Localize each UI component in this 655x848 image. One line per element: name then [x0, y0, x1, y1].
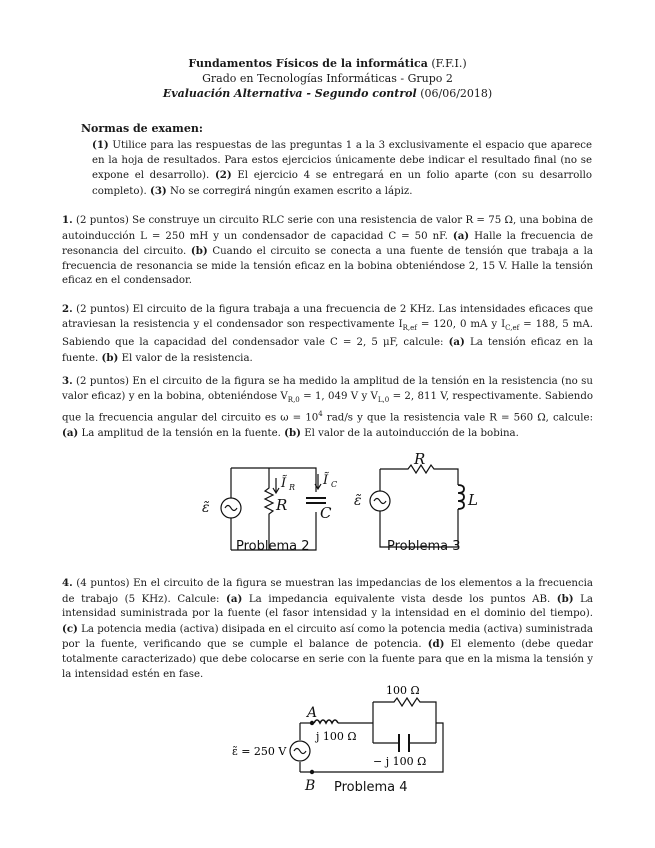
q2-statement-2: = 120, 0 mA y I: [416, 318, 506, 330]
q1-statement: Se construye un circuito RLC serie con una resistencia de valor R = 75 Ω, una bobina de autoinducción L = 250 mH y un condensador de capacidad C = 50 nF.: [62, 215, 593, 242]
q1-part-b-text: Cuando el circuito se conecta a una fuente de tensión que trabaja a la frecuencia de resonancia se mide la tensión eficaz en la bobina obteniéndose 2, 15 V. Halle la tensión eficaz en el condensador.: [62, 246, 593, 287]
p4-l-label: j 100 Ω: [316, 730, 357, 743]
course-name: Fundamentos Físicos de la informática: [188, 57, 428, 70]
exam-date: (06/06/2018): [420, 87, 493, 100]
p3-r-label: R: [414, 450, 426, 468]
q2-points: (2 puntos): [76, 304, 130, 315]
p3-source-label: ε̃: [354, 493, 362, 509]
q2-part-b-text: El valor de la resistencia.: [121, 352, 253, 364]
rule-1-text: Utilice para las respuestas de las preguntas 1 a la 3 exclusivamente el espacio que aparece en la hoja de resultados. Para estos ejercicios únicamente debe indicar el resultado final (no se expone el desarrollo).: [92, 140, 592, 182]
p3-l-label: L: [468, 491, 478, 509]
q4-part-a-text: La impedancia equivalente vista desde los puntos AB.: [248, 593, 551, 605]
q4-statement: En el circuito de la figura se muestran las impedancias de los elementos a la frecuencia de trabajo (5 KHz). Calcule:: [62, 578, 593, 605]
degree-line: Grado en Tecnologías Informáticas - Grupo 2: [202, 72, 453, 85]
q2-part-a-text: La tensión eficaz en la fuente.: [62, 337, 593, 364]
q1-part-b: (b): [190, 245, 208, 258]
p4-r-label: 100 Ω: [386, 684, 420, 697]
p4-point-b: B: [305, 778, 316, 794]
caption-problema-4: [334, 779, 424, 795]
rules-body: [92, 138, 592, 199]
exam-line: [0, 86, 655, 101]
question-4: [62, 576, 593, 682]
p2-c-label: C: [320, 504, 332, 522]
question-3: [62, 374, 593, 442]
q3-statement-1: En el circuito de la figura se ha medido la amplitud de la tensión en la resistencia (no su valor eficaz) y en la bobina, obteniéndose V: [62, 376, 593, 402]
q3-number: 3.: [62, 375, 73, 387]
rule-2-number: (2): [214, 169, 232, 182]
q3-statement-2: = 1, 049 V y V: [299, 390, 378, 402]
q3-part-b-text: El valor de la autoinducción de la bobina.: [304, 428, 519, 440]
p2-caption: Problema 2: [236, 539, 310, 554]
q2-part-b: (b): [101, 351, 119, 364]
q3-points: (2 puntos): [76, 376, 129, 387]
q3-part-a-text: La amplitud de la tensión en la fuente.: [81, 428, 281, 440]
p4-point-a: A: [307, 705, 318, 721]
caption-problema-2: [236, 538, 316, 554]
exam-name: Evaluación Alternativa - Segundo control: [162, 87, 417, 100]
q2-sub-r: R,ef: [402, 323, 417, 332]
rule-3-number: (3): [150, 184, 167, 197]
rule-2-text: El ejercicio 4 se entregará en un folio aparte (con su desarrollo completo).: [92, 170, 593, 197]
q4-part-c: (c): [62, 622, 78, 635]
course-title: [0, 56, 655, 71]
p3-caption: Problema 3: [387, 539, 461, 554]
q2-statement-1: El circuito de la figura trabaja a una frecuencia de 2 KHz. Las intensidades eficaces que atraviesan la resistencia y el condensador son respectivamente I: [62, 304, 593, 330]
q3-sub-r: R,0: [287, 395, 300, 404]
q4-part-b: (b): [556, 592, 574, 605]
q3-statement-3: = 2, 811 V, respectivamente. Sabiendo que la frecuencia angular del circuito es ω = 10: [62, 390, 593, 424]
q3-part-b: (b): [284, 427, 301, 440]
q3-part-a: (a): [62, 427, 79, 440]
p4-caption: Problema 4: [334, 780, 408, 795]
q4-part-a: (a): [226, 592, 243, 605]
caption-problema-3: [387, 538, 467, 554]
p2-r-label: R: [276, 496, 288, 514]
q4-points: (4 puntos): [76, 578, 130, 589]
rule-3-text: No se corregirá ningún examen escrito a lápiz.: [169, 185, 413, 197]
q3-sup: 4: [318, 410, 323, 419]
q1-number: 1.: [62, 214, 73, 226]
p2-ir-sub: R: [289, 483, 296, 492]
p4-source-label: ε̃ = 250 V: [232, 745, 287, 758]
q2-sub-c: C,ef: [505, 323, 520, 332]
q2-part-a: (a): [448, 336, 465, 349]
q4-part-d-text: El elemento (debe quedar totalmente caracterizado) que debe colocarse en serie con la fuente para que en la misma la tensión y la intensidad estén en fase.: [62, 639, 593, 680]
rule-1-number: (1): [92, 139, 109, 151]
q2-number: 2.: [62, 303, 73, 315]
rules-title: Normas de examen:: [81, 122, 203, 135]
q2-statement-3: = 188, 5 mA. Sabiendo que la capacidad del condensador vale C = 2, 5 μF, calcule:: [62, 318, 593, 349]
q4-part-d: (d): [427, 638, 445, 651]
q4-part-c-text: La potencia media (activa) disipada en el circuito así como la potencia media (activa) suministrada por la fuente, verificando que se cumple el balance de potencia.: [62, 623, 593, 651]
question-1: [62, 213, 593, 289]
header: [0, 56, 655, 101]
q1-part-a-text: Halle la frecuencia de resonancia del circuito.: [62, 230, 594, 258]
course-abbrev: (F.F.I.): [431, 57, 467, 70]
p2-ic-sub: C: [331, 480, 338, 489]
q1-part-a: (a): [452, 229, 470, 242]
q3-statement-4: rad/s y que la resistencia vale R = 560 Ω, calcule:: [322, 412, 594, 424]
q4-part-b-text: La intensidad suministrada por la fuente (el fasor intensidad y la intensidad en el dominio del tiempo).: [62, 593, 593, 620]
q1-points: (2 puntos): [75, 215, 129, 226]
question-2: [62, 302, 593, 366]
q3-sub-l: L,0: [377, 395, 390, 404]
p2-ic-label: Ĩ: [323, 473, 329, 488]
p2-source-label: ε̃: [202, 500, 210, 516]
p2-ir-label: Ĩ: [281, 476, 287, 491]
q4-number: 4.: [62, 577, 73, 589]
p4-c-label: − j 100 Ω: [373, 755, 427, 768]
